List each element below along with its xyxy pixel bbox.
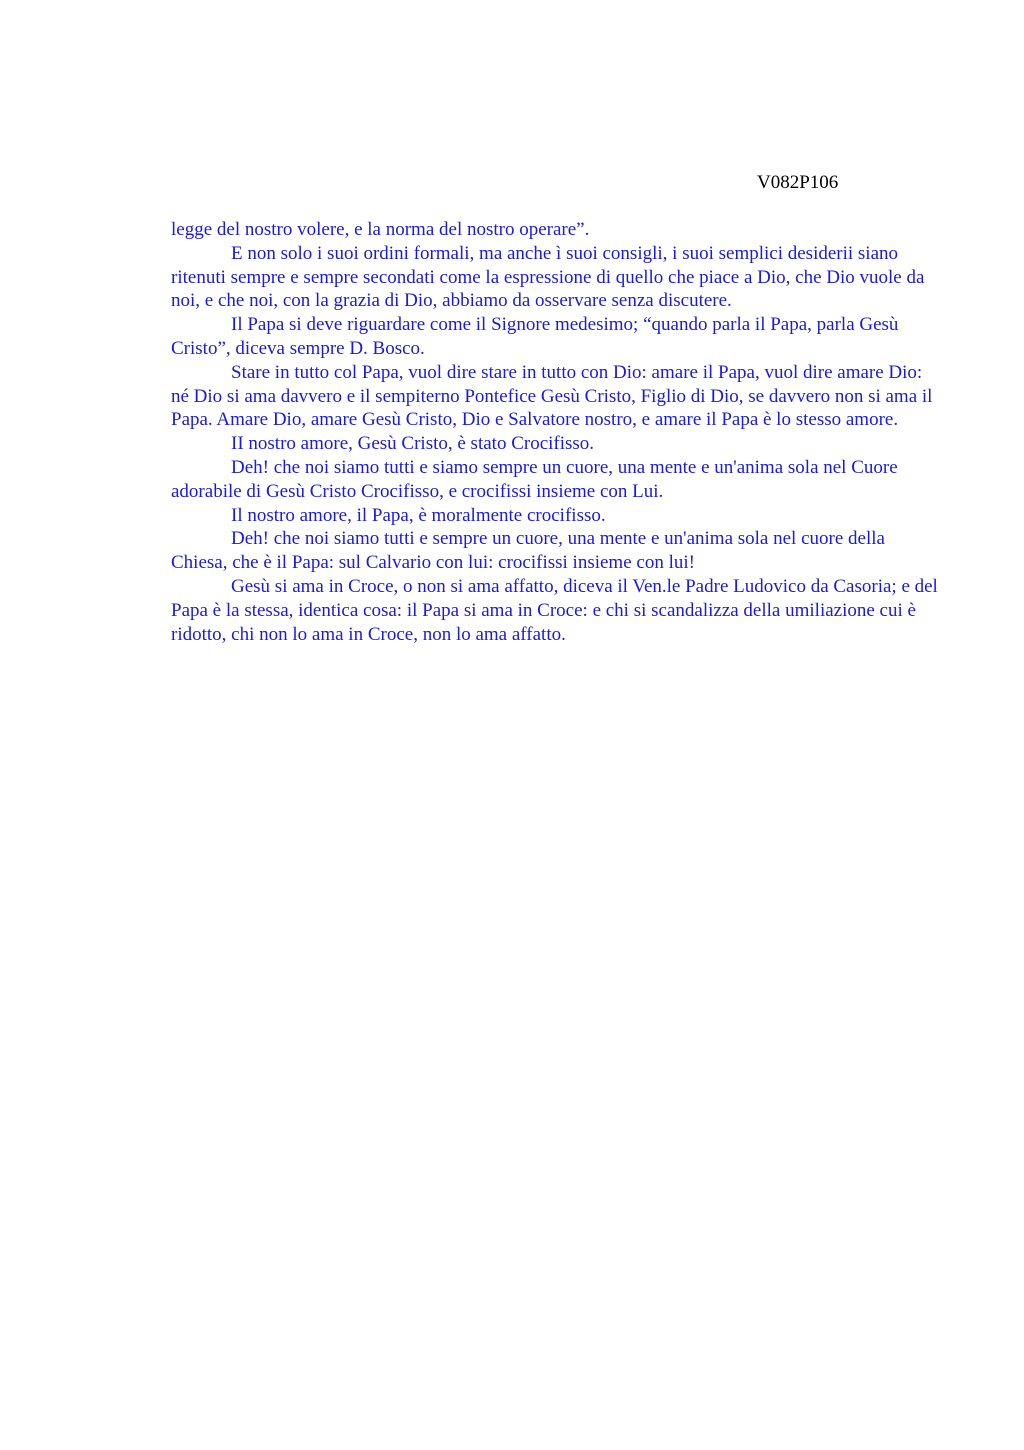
page-reference: V082P106 — [757, 172, 839, 193]
paragraph: Deh! che noi siamo tutti e siamo sempre un cuore, una mente e un'anima sola nel Cuore adorabile di Gesù Cristo Crocifisso, e crocifissi insieme con Lui. — [171, 456, 898, 502]
paragraph: Il nostro amore, il Papa, è moralmente crocifisso. — [231, 504, 606, 526]
body-text — [171, 218, 941, 646]
paragraph: legge del nostro volere, e la norma del nostro operare”. — [171, 219, 590, 240]
paragraph: II nostro amore, Gesù Cristo, è stato Crocifisso. — [231, 433, 595, 455]
paragraph: Stare in tutto col Papa, vuol dire stare in tutto con Dio: amare il Papa, vuol dire amare Dio: né Dio si ama davvero e il sempiterno Pontefice Gesù Cristo, Figlio di Dio, se davvero non si ama il Papa. Amare Dio, amare Gesù Cristo, Dio e Salvatore nostro, e amare il Papa è lo stesso amore. — [171, 361, 933, 431]
paragraph: Deh! che noi siamo tutti e sempre un cuore, una mente e un'anima sola nel cuore della Chiesa, che è il Papa: sul Calvario con lui: crocifissi insieme con lui! — [171, 528, 885, 574]
paragraph: Il Papa si deve riguardare come il Signore medesimo; “quando parla il Papa, parla Gesù Cristo”, diceva sempre D. Bosco. — [171, 314, 899, 359]
paragraph: E non solo i suoi ordini formali, ma anche ì suoi consigli, i suoi semplici desiderii siano ritenuti sempre e sempre secondati come la espressione di quello che piace a Dio, che Dio vuole da noi, e che noi, con la grazia di Dio, abbiamo da osservare senza discutere. — [171, 242, 925, 312]
paragraph: Gesù si ama in Croce, o non si ama affatto, diceva il Ven.le Padre Ludovico da Casoria; e del Papa è la stessa, identica cosa: il Papa si ama in Croce: e chi si scandalizza della umiliazione cui è ridotto, chi non lo ama in Croce, non lo ama affatto. — [171, 575, 938, 645]
